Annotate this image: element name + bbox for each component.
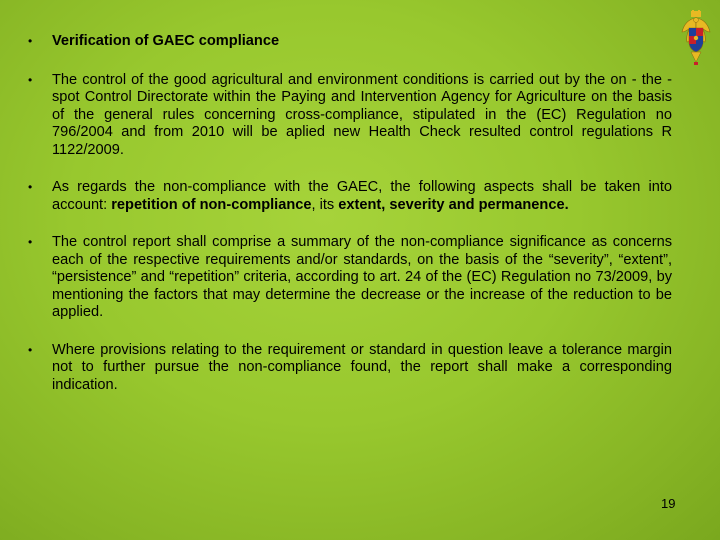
bullet-item-non-compliance-aspects [28,179,672,214]
bullet-text-emphasis: repetition of non-compliance [111,196,312,213]
bullet-glyph: • [28,34,33,48]
bullet-item-control-directorate [28,72,672,160]
bullet-glyph: • [28,72,33,87]
bullet-text-part: , its [311,196,339,213]
coat-of-arms-icon [681,10,711,66]
bullet-glyph: • [28,235,33,249]
bullet-text-emphasis: extent, severity and permanence. [338,196,569,213]
bullet-item-control-report [28,234,672,322]
bullet-item-tolerance-margin [28,342,672,395]
bullet-text: Where provisions relating to the requirement or standard in question leave a tolerance margin not to further pursue the non-compliance found, the report shall make a corresponding indication. [52,341,672,393]
bullet-text: The control report shall comprise a summary of the non-compliance significance as concerns each of the respective requirements and/or standards, on the basis of the “severity”, “extent”, “persistence” and “repetition” criteria, according to art. 24 of the (EC) Regulation no 73/2009, by mentioning the factors that may determine the decrease or the increase of the reduction to be applied. [52,234,672,320]
page-number: 19 [661,496,676,511]
bullet-text: Verification of GAEC compliance [52,33,280,49]
bullet-text-part: As regards the non-compliance with the GAEC, the following aspects shall be taken into account: [52,179,672,213]
bullet-glyph: • [28,342,33,357]
bullet-text: The control of the good agricultural and environment conditions is carried out by the on - the - spot Control Directorate within the Paying and Intervention Agency for Agriculture on the basis of the general rules concerning cross-compliance, stipulated in the (EC) Regulation no 796/2004 and from 2010 will be aplied new Health Check resulted control regulations R 1122/2009. [52,71,672,158]
bullet-glyph: • [28,180,33,194]
bullet-item-gaec-title [28,33,672,51]
bullet-list [28,33,672,394]
